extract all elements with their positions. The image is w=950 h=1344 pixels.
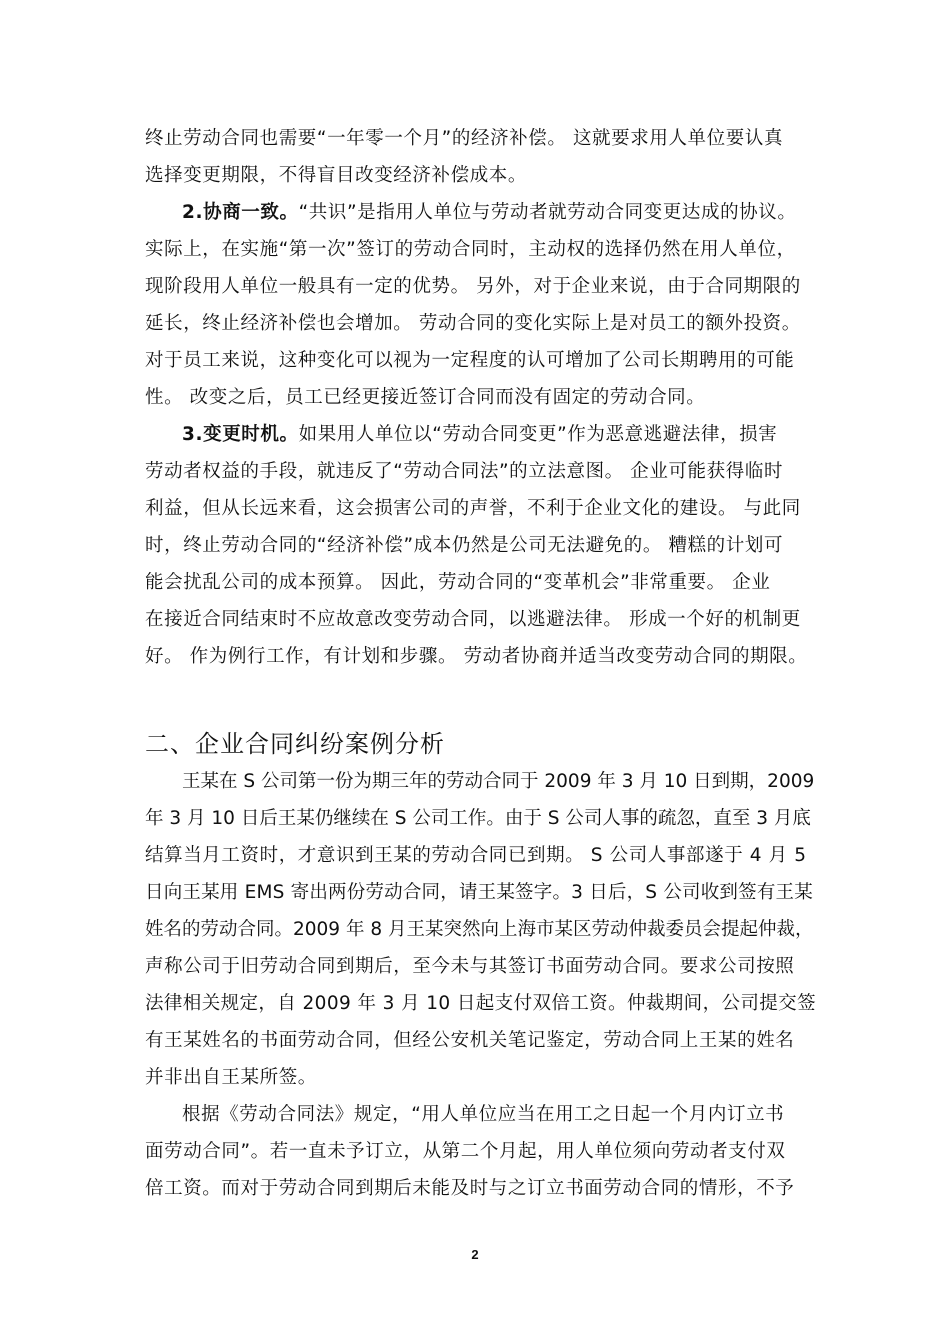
- paragraph-heading: 2.协商一致。: [182, 202, 299, 223]
- text-line: 面劳动合同”。若一直未予订立，从第二个月起，用人单位须向劳动者支付双: [145, 1141, 786, 1162]
- text-line: 法律相关规定，自 2009 年 3 月 10 日起支付双倍工资。仲裁期间，公司提交签: [145, 993, 816, 1014]
- text-line: 现阶段用人单位一般具有一定的优势。 另外，对于企业来说，由于合同期限的: [145, 276, 801, 297]
- text-line: 倍工资。而对于劳动合同到期后未能及时与之订立书面劳动合同的情形，不予: [145, 1178, 795, 1199]
- text-line: 年 3 月 10 日后王某仍继续在 S 公司工作。由于 S 公司人事的疏忽，直至 3 月底: [145, 808, 811, 829]
- section-title: 二、企业合同纠纷案例分析: [145, 730, 445, 758]
- text-line: 并非出自王某所签。: [145, 1067, 317, 1088]
- text-line: 延长，终止经济补偿也会增加。 劳动合同的变化实际上是对员工的额外投资。: [145, 313, 801, 334]
- paragraph-first-line: [182, 422, 817, 448]
- text-line: 有王某姓名的书面劳动合同，但经公安机关笔记鉴定，劳动合同上王某的姓名: [145, 1030, 795, 1051]
- text-line: 对于员工来说，这种变化可以视为一定程度的认可增加了公司长期聘用的可能: [145, 350, 795, 371]
- text-line: 好。 作为例行工作，有计划和步骤。 劳动者协商并适当改变劳动合同的期限。: [145, 646, 808, 667]
- paragraph-heading: 3.变更时机。: [182, 424, 299, 445]
- text-span: “共识”是指用人单位与劳动者就劳动合同变更达成的协议。: [298, 202, 797, 223]
- paragraph-first-line: 王某在 S 公司第一份为期三年的劳动合同于 2009 年 3 月 10 日到期，2009: [182, 771, 815, 792]
- text-line: 实际上，在实施“第一次”签订的劳动合同时，主动权的选择仍然在用人单位，: [145, 239, 796, 260]
- text-line: 声称公司于旧劳动合同到期后，至今未与其签订书面劳动合同。要求公司按照: [145, 956, 795, 977]
- page-number: 2: [471, 1247, 479, 1262]
- text-line: 利益，但从长远来看，这会损害公司的声誉，不利于企业文化的建设。 与此同: [145, 498, 801, 519]
- text-line: 时，终止劳动合同的“经济补偿”成本仍然是公司无法避免的。 糟糕的计划可: [145, 535, 784, 556]
- text-span: 如果用人单位以“劳动合同变更”作为恶意逃避法律，损害: [298, 424, 778, 445]
- paragraph-first-line: 根据《劳动合同法》规定，“用人单位应当在用工之日起一个月内订立书: [182, 1104, 785, 1125]
- text-line: 性。 改变之后，员工已经更接近签订合同而没有固定的劳动合同。: [145, 387, 706, 408]
- text-line: 结算当月工资时，才意识到王某的劳动合同已到期。 S 公司人事部遂于 4 月 5: [145, 845, 807, 866]
- paragraph-first-line: [182, 200, 817, 226]
- text-line: 选择变更期限，不得盲目改变经济补偿成本。: [145, 165, 528, 186]
- text-line: 在接近合同结束时不应故意改变劳动合同，以逃避法律。 形成一个好的机制更: [145, 609, 801, 630]
- text-line: 姓名的劳动合同。2009 年 8 月王某突然向上海市某区劳动仲裁委员会提起仲裁，: [145, 919, 814, 940]
- text-line: 能会扰乱公司的成本预算。 因此，劳动合同的“变革机会”非常重要。 企业: [145, 572, 771, 593]
- text-line: 劳动者权益的手段，就违反了“劳动合同法”的立法意图。 企业可能获得临时: [145, 461, 784, 482]
- text-line: 日向王某用 EMS 寄出两份劳动合同，请王某签字。3 日后，S 公司收到签有王某: [145, 882, 813, 903]
- text-line: 终止劳动合同也需要“一年零一个月”的经济补偿。 这就要求用人单位要认真: [145, 128, 784, 149]
